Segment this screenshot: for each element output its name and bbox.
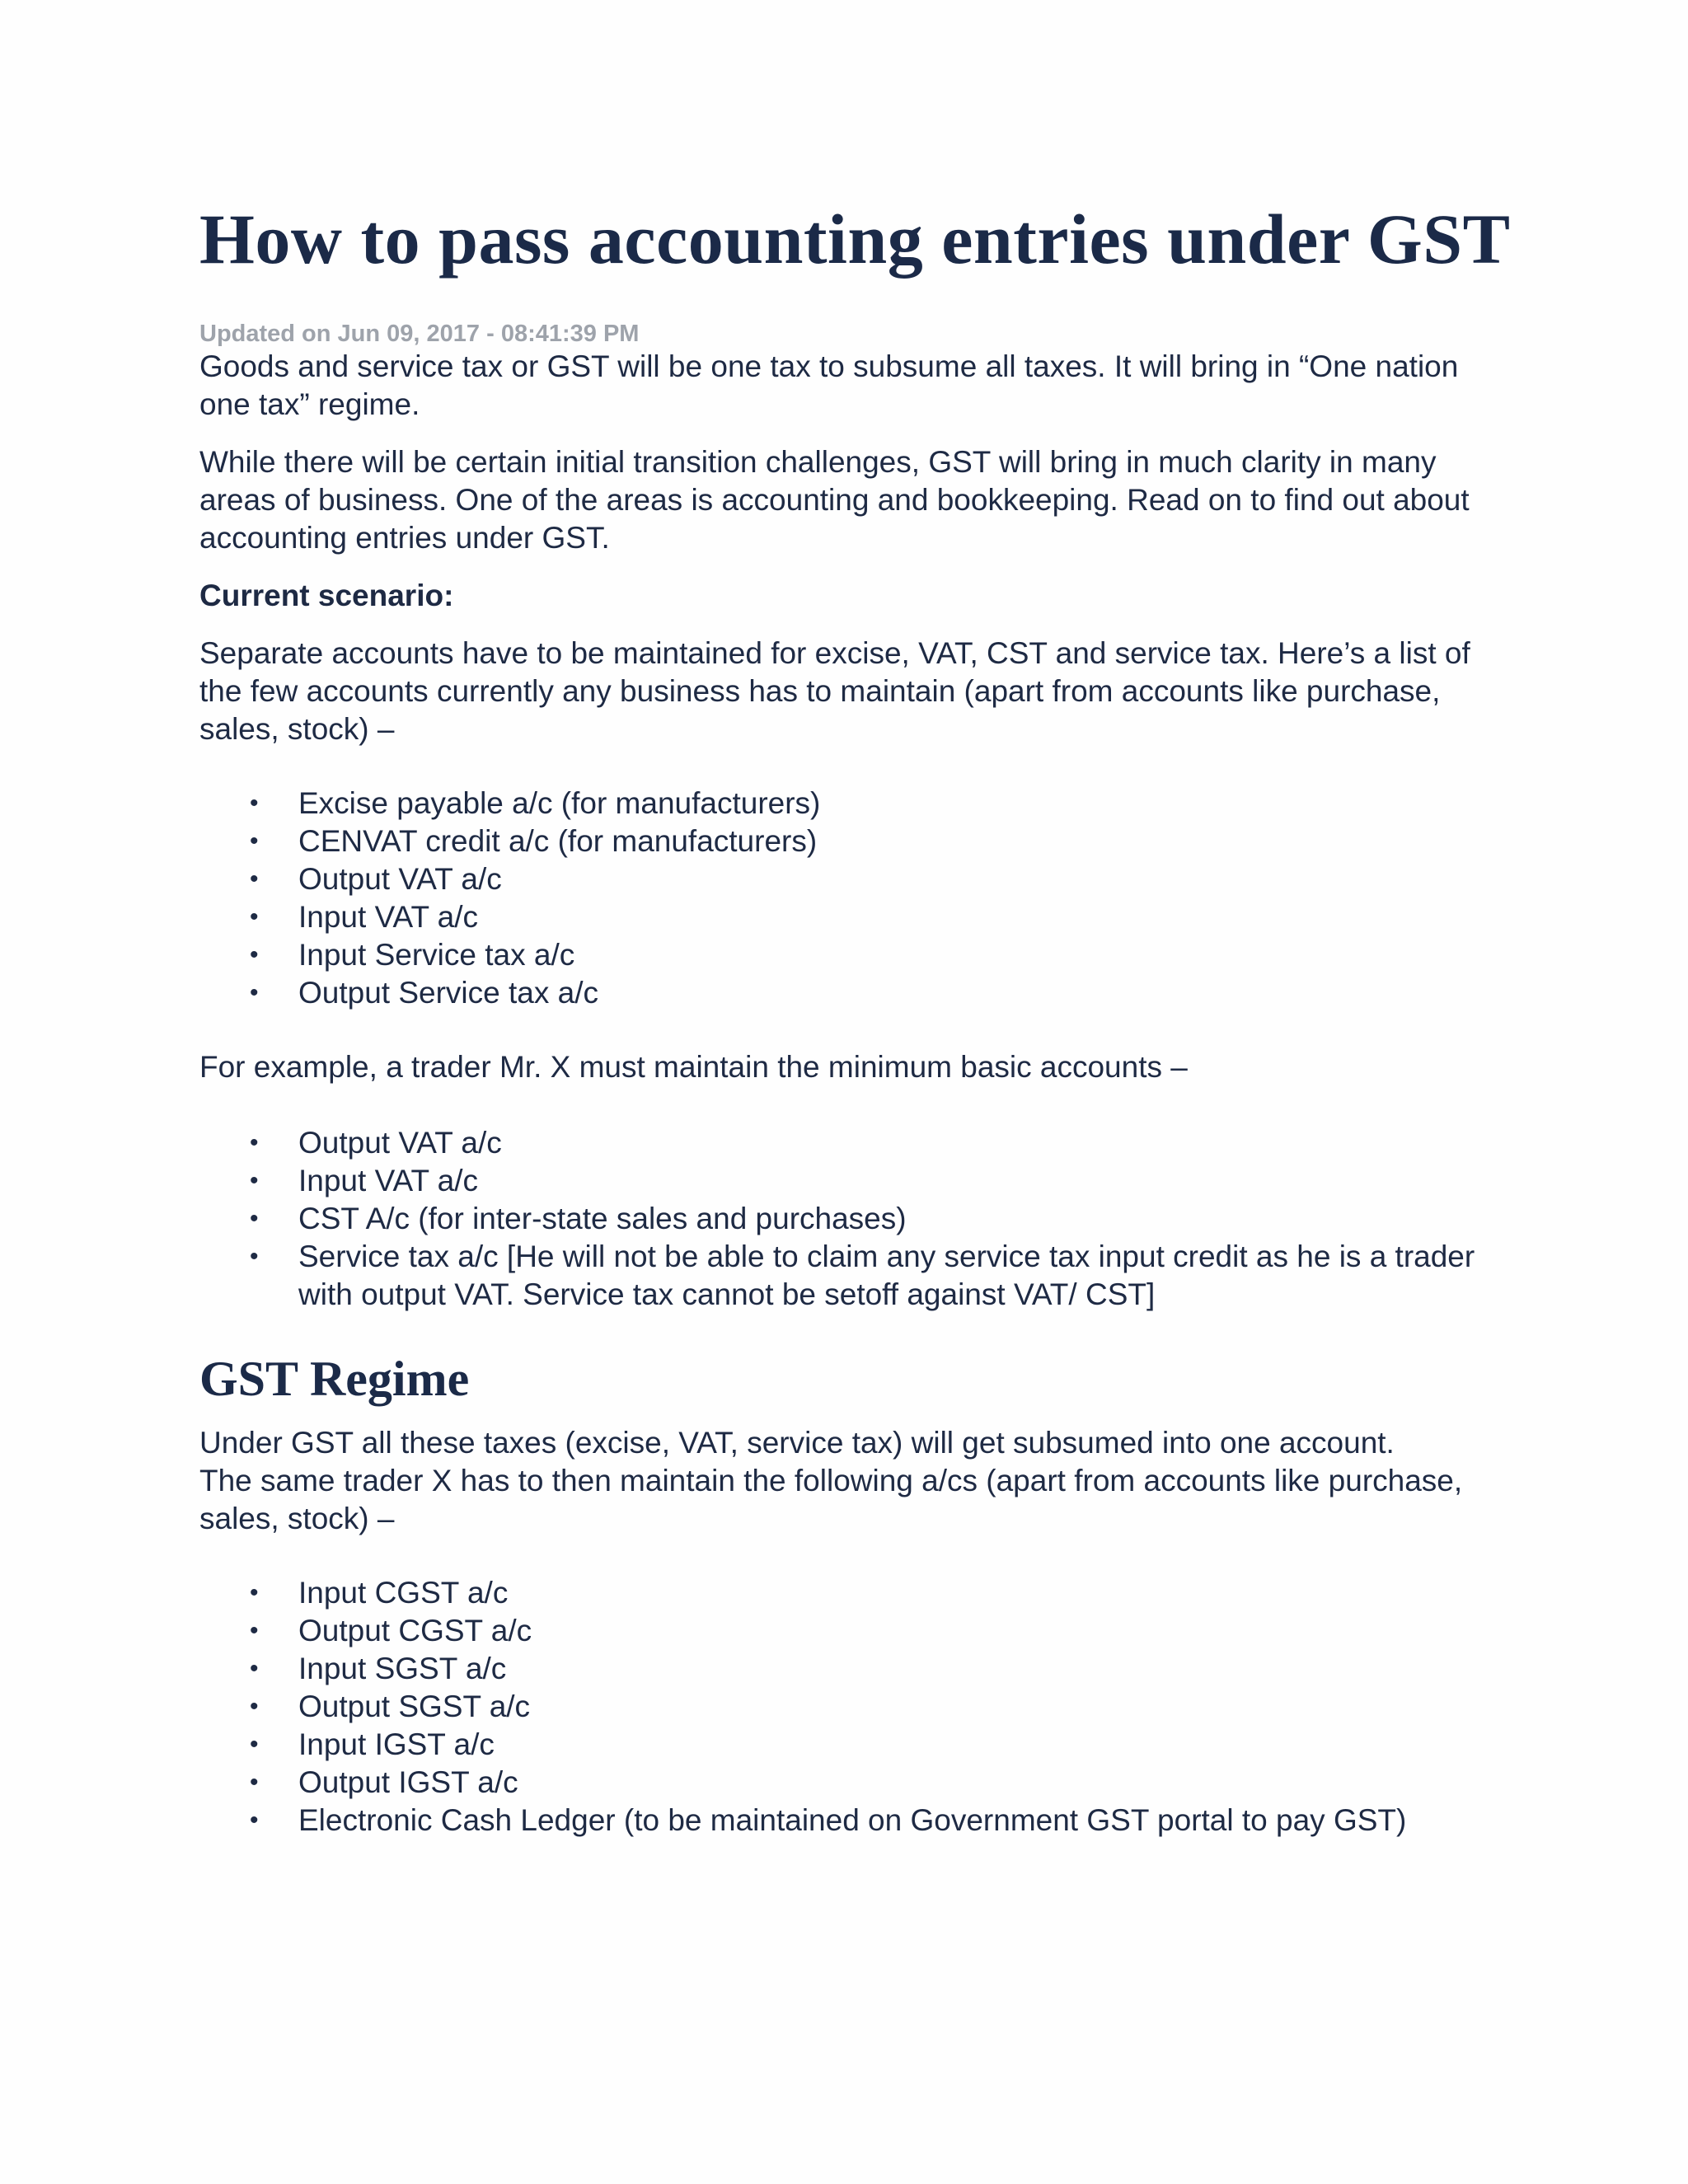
current-accounts-list xyxy=(199,785,1502,1012)
bullet-icon: • xyxy=(250,1205,259,1232)
current-scenario-heading: Current scenario: xyxy=(199,579,454,612)
list-item: • Electronic Cash Ledger (to be maintained on Government GST portal to pay GST) xyxy=(199,1802,1502,1840)
list-item: • Output SGST a/c xyxy=(199,1688,1502,1726)
gst-accounts-list xyxy=(199,1574,1502,1840)
article xyxy=(199,198,1511,1840)
gst-regime-heading: GST Regime xyxy=(199,1352,470,1406)
bullet-icon: • xyxy=(250,1807,259,1834)
bullet-icon: • xyxy=(250,1167,259,1194)
list-item: • Input Service tax a/c xyxy=(199,936,1502,974)
bullet-icon: • xyxy=(250,1243,259,1270)
list-item: • Service tax a/c [He will not be able to claim any service tax input credit as he is a trader with output VAT. Service tax cannot be setoff against VAT/ CST] xyxy=(250,1240,1475,1311)
separate-accounts-paragraph: Separate accounts have to be maintained for excise, VAT, CST and service tax. Here’s a list of the few accounts currently any business has to maintain (apart from accounts like purchase, sales, stock) – xyxy=(199,636,1470,746)
trader-accounts-list xyxy=(199,1124,1502,1314)
list-item: • Input SGST a/c xyxy=(199,1650,1502,1688)
regime-paragraph-2: The same trader X has to then maintain the following a/cs (apart from accounts like purchase, sales, stock) – xyxy=(199,1464,1463,1535)
example-paragraph: For example, a trader Mr. X must maintain the minimum basic accounts – xyxy=(199,1050,1188,1084)
bullet-icon: • xyxy=(250,941,259,968)
bullet-icon: • xyxy=(250,1693,259,1720)
list-item: • Output CGST a/c xyxy=(199,1612,1502,1650)
updated-timestamp: Updated on Jun 09, 2017 - 08:41:39 PM xyxy=(199,321,640,347)
list-item: • Input CGST a/c xyxy=(199,1574,1502,1612)
bullet-icon: • xyxy=(250,979,259,1006)
list-item: • Input VAT a/c xyxy=(199,1162,1502,1200)
bullet-icon: • xyxy=(250,1617,259,1644)
bullet-icon: • xyxy=(250,1769,259,1796)
bullet-icon: • xyxy=(250,903,259,930)
bullet-icon: • xyxy=(250,865,259,893)
bullet-icon: • xyxy=(250,1129,259,1156)
list-item: • Output VAT a/c xyxy=(199,1124,1502,1162)
transition-paragraph: While there will be certain initial transition challenges, GST will bring in much clarity in many areas of business. One of the areas is accounting and bookkeeping. Read on to find out about accounting entries under GST. xyxy=(199,445,1470,555)
bullet-icon: • xyxy=(250,827,259,855)
bullet-icon: • xyxy=(250,790,259,817)
bullet-icon: • xyxy=(250,1731,259,1758)
list-item: • CENVAT credit a/c (for manufacturers) xyxy=(199,823,1502,860)
list-item: • CST A/c (for inter-state sales and purchases) xyxy=(199,1200,1502,1238)
list-item: • Output Service tax a/c xyxy=(199,974,1502,1012)
list-item: • Input VAT a/c xyxy=(199,898,1502,936)
list-item: • Output IGST a/c xyxy=(199,1764,1502,1802)
list-item: • Output VAT a/c xyxy=(199,860,1502,898)
bullet-icon: • xyxy=(250,1579,259,1606)
regime-paragraph-1: Under GST all these taxes (excise, VAT, service tax) will get subsumed into one account. xyxy=(199,1426,1395,1460)
list-item: • Excise payable a/c (for manufacturers) xyxy=(199,785,1502,823)
list-item: • Input IGST a/c xyxy=(199,1726,1502,1764)
intro-paragraph: Goods and service tax or GST will be one tax to subsume all taxes. It will bring in “One nation one tax” regime. xyxy=(199,349,1459,421)
page-title: How to pass accounting entries under GST xyxy=(199,199,1511,279)
bullet-icon: • xyxy=(250,1655,259,1682)
